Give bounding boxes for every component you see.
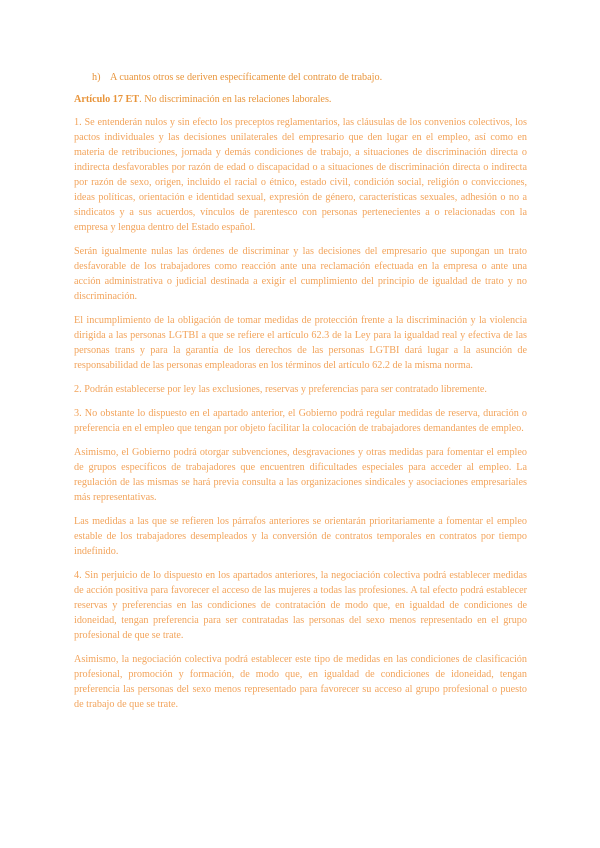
article-title: Artículo 17 ET bbox=[74, 94, 140, 105]
list-item-text: A cuantos otros se deriven específicamente del contrato de trabajo. bbox=[110, 72, 383, 83]
paragraph-9: Asimismo, la negociación colectiva podrá establecer este tipo de medidas en las condiciones de clasificación profesional, promoción y formación, de modo que, en igualdad de condiciones de idoneidad, tengan preferencia las personas del sexo menos representado para favorecer su acceso al grupo profesional o puesto de trabajo de que se trate. bbox=[74, 654, 527, 710]
article-heading bbox=[74, 93, 527, 107]
paragraph-6: Asimismo, el Gobierno podrá otorgar subvenciones, desgravaciones y otras medidas para fomentar el empleo de grupos específicos de trabajadores que encuentren dificultades especiales para acceder al empleo. La regulación de las mismas se hará previa consulta a las organizaciones sindicales y asociaciones empresariales más representativas. bbox=[74, 447, 527, 503]
paragraph-1: 1. Se entenderán nulos y sin efecto los preceptos reglamentarios, las cláusulas de los convenios colectivos, los pactos individuales y las decisiones unilaterales del empresario que den lugar en el empleo, así como en materia de retribuciones, jornada y demás condiciones de trabajo, a situaciones de discriminación directa o indirecta desfavorables por razón de edad o discapacidad o a situaciones de discriminación directa o indirecta por razón de sexo, origen, incluido el racial o étnico, estado civil, condición social, religión o convicciones, ideas políticas, orientación e identidad sexual, expresión de género, características sexuales, adhesión o no a sindicatos y a sus acuerdos, vínculos de parentesco con personas pertenecientes a o relacionadas con la empresa y lengua dentro del Estado español. bbox=[74, 117, 527, 233]
paragraph-3: El incumplimiento de la obligación de tomar medidas de protección frente a la discriminación y la violencia dirigida a las personas LGTBI a que se refiere el artículo 62.3 de la Ley para la igualdad real y efectiva de las personas trans y para la garantía de los derechos de las personas LGTBI dará lugar a la asunción de responsabilidad de las personas empleadoras en los términos del artículo 62.2 de la misma norma. bbox=[74, 315, 527, 371]
list-item-h bbox=[92, 71, 527, 85]
paragraph-7: Las medidas a las que se refieren los párrafos anteriores se orientarán prioritariamente a fomentar el empleo estable de los trabajadores desempleados y la conversión de contratos temporales en contratos por tiempo indefinido. bbox=[74, 516, 527, 557]
paragraph-5: 3. No obstante lo dispuesto en el apartado anterior, el Gobierno podrá regular medidas de reserva, duración o preferencia en el empleo que tengan por objeto facilitar la colocación de trabajadores demandantes de empleo. bbox=[74, 408, 527, 434]
article-subtitle: . No discriminación en las relaciones laborales. bbox=[139, 94, 332, 105]
list-marker: h) bbox=[92, 72, 101, 83]
paragraph-8: 4. Sin perjuicio de lo dispuesto en los apartados anteriores, la negociación colectiva podrá establecer medidas de acción positiva para favorecer el acceso de las mujeres a todas las profesiones. A tal efecto podrá establecer reservas y preferencias en las condiciones de contratación de modo que, en igualdad de condiciones de idoneidad, tengan preferencia para ser contratadas las personas del sexo menos representado en el grupo profesional de que se trate. bbox=[74, 570, 527, 641]
paragraph-4: 2. Podrán establecerse por ley las exclusiones, reservas y preferencias para ser contratado libremente. bbox=[74, 384, 487, 395]
paragraph-2: Serán igualmente nulas las órdenes de discriminar y las decisiones del empresario que supongan un trato desfavorable de los trabajadores como reacción ante una reclamación efectuada en la empresa o ante una acción administrativa o judicial destinada a exigir el cumplimiento del principio de igualdad de trato y no discriminación. bbox=[74, 246, 527, 302]
